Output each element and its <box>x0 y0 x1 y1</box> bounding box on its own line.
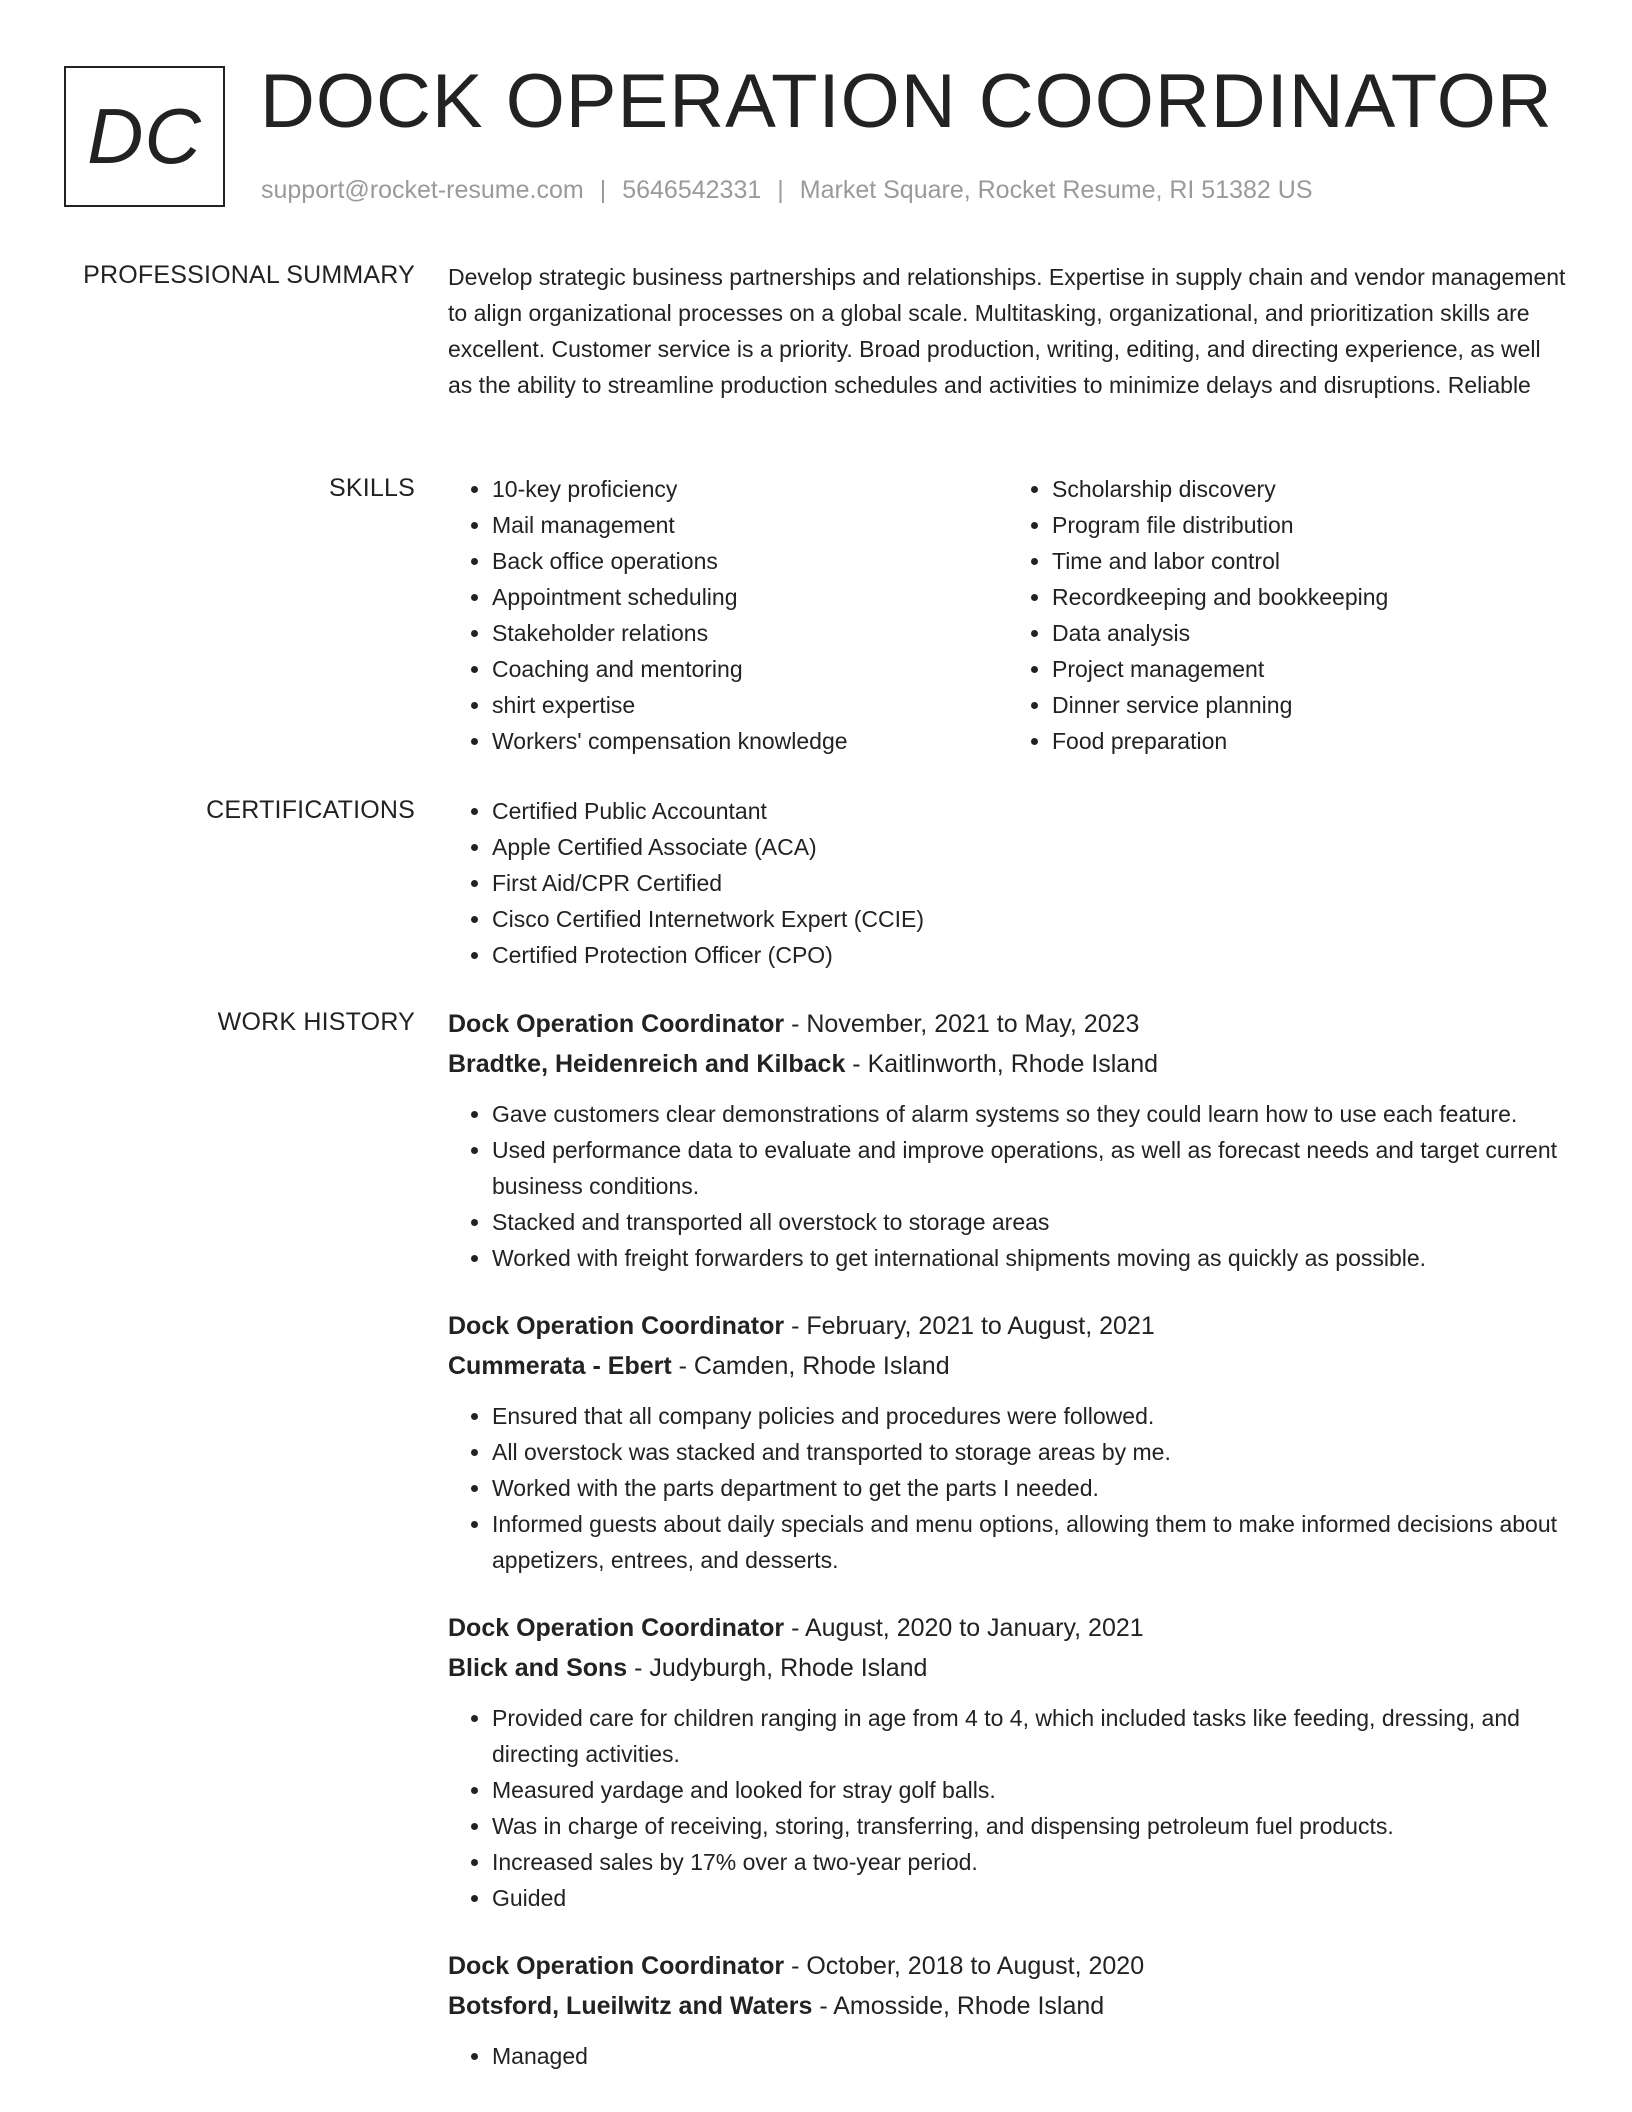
job-duties-list <box>448 1096 1568 1276</box>
job-entry <box>448 1306 1568 1578</box>
job-duty: • Gave customers clear demonstrations of alarm systems so they could learn how to use each feature. <box>492 1096 1568 1132</box>
contact-separator: | <box>777 176 784 204</box>
contact-phone[interactable]: 5646542331 <box>622 176 762 204</box>
job-dates: - November, 2021 to May, 2023 <box>784 1010 1140 1038</box>
skill-item: • Back office operations <box>492 543 1008 579</box>
skill-item: • Coaching and mentoring <box>492 651 1008 687</box>
skill-item: • Dinner service planning <box>1052 687 1568 723</box>
summary-label: PROFESSIONAL SUMMARY <box>83 261 415 289</box>
skills-list-right <box>1008 471 1568 759</box>
skills-label: SKILLS <box>329 474 415 502</box>
contact-email[interactable]: support@rocket-resume.com <box>261 176 584 204</box>
skill-item: • Time and labor control <box>1052 543 1568 579</box>
skill-item: • Program file distribution <box>1052 507 1568 543</box>
job-dates: - October, 2018 to August, 2020 <box>784 1952 1145 1980</box>
company-line <box>448 1648 1568 1688</box>
job-title-line <box>448 1946 1568 1986</box>
summary-text: Develop strategic business partnerships and relationships. Expertise in supply chain and vendor management to align organizational processes on a global scale. Multitasking, organizational, and prioritization skills are excellent. Customer service is a priority. Broad production, writing, editing, and directing experience, as well as the ability to streamline production schedules and activities to minimize delays and disruptions. Reliable <box>448 264 1566 398</box>
job-title: Dock Operation Coordinator <box>448 1010 785 1038</box>
company-name: Botsford, Lueilwitz and Waters <box>448 1992 813 2020</box>
job-duty: • Was in charge of receiving, storing, transferring, and dispensing petroleum fuel products. <box>492 1808 1568 1844</box>
job-entry <box>448 1946 1568 2074</box>
skill-item: • Recordkeeping and bookkeeping <box>1052 579 1568 615</box>
company-location: - Amosside, Rhode Island <box>812 1992 1105 2020</box>
skill-item: • Food preparation <box>1052 723 1568 759</box>
contact-line <box>261 175 1313 205</box>
job-duty: • Informed guests about daily specials and menu options, allowing them to make informed decisions about appetizers, entrees, and desserts. <box>492 1506 1568 1578</box>
job-duty: • Worked with the parts department to get the parts I needed. <box>492 1470 1568 1506</box>
job-duty: • Used performance data to evaluate and improve operations, as well as forecast needs and target current business conditions. <box>492 1132 1568 1204</box>
skill-item: • Workers' compensation knowledge <box>492 723 1008 759</box>
job-dates: - February, 2021 to August, 2021 <box>784 1312 1155 1340</box>
company-name: Bradtke, Heidenreich and Kilback <box>448 1050 846 1078</box>
job-duty: • Measured yardage and looked for stray golf balls. <box>492 1772 1568 1808</box>
company-name: Cummerata - Ebert <box>448 1352 672 1380</box>
summary-section <box>448 259 1568 403</box>
job-duties-list <box>448 1398 1568 1578</box>
certification-item: • Certified Public Accountant <box>492 793 1568 829</box>
company-name: Blick and Sons <box>448 1654 628 1682</box>
job-title: Dock Operation Coordinator <box>448 1312 785 1340</box>
certification-item: • Certified Protection Officer (CPO) <box>492 937 1568 973</box>
job-duties-list <box>448 1700 1568 1916</box>
contact-separator: | <box>599 176 607 204</box>
job-duty: • Provided care for children ranging in age from 4 to 4, which included tasks like feeding, dressing, and directing activities. <box>492 1700 1568 1772</box>
job-title-line <box>448 1004 1568 1044</box>
skills-section <box>448 471 1568 759</box>
skill-item: • Mail management <box>492 507 1008 543</box>
skill-item: • Project management <box>1052 651 1568 687</box>
skills-list-left <box>448 471 1008 759</box>
company-line <box>448 1044 1568 1084</box>
certifications-section <box>448 793 1568 973</box>
certifications-list <box>448 793 1568 973</box>
skill-item: • Stakeholder relations <box>492 615 1008 651</box>
skill-item: • Data analysis <box>1052 615 1568 651</box>
job-dates: - August, 2020 to January, 2021 <box>784 1614 1144 1642</box>
resume-title: DOCK OPERATION COORDINATOR <box>260 59 1553 144</box>
job-entry <box>448 1608 1568 1916</box>
certification-item: • Apple Certified Associate (ACA) <box>492 829 1568 865</box>
job-title-line <box>448 1306 1568 1346</box>
company-line <box>448 1986 1568 2026</box>
job-title: Dock Operation Coordinator <box>448 1614 785 1642</box>
job-title-line <box>448 1608 1568 1648</box>
work-history-section <box>448 1004 1568 2104</box>
certification-item: • Cisco Certified Internetwork Expert (CCIE) <box>492 901 1568 937</box>
job-duty: • Guided <box>492 1880 1568 1916</box>
job-title: Dock Operation Coordinator <box>448 1952 785 1980</box>
skill-item: • shirt expertise <box>492 687 1008 723</box>
company-location: - Camden, Rhode Island <box>671 1352 950 1380</box>
company-line <box>448 1346 1568 1386</box>
certifications-label: CERTIFICATIONS <box>206 796 415 824</box>
company-location: - Judyburgh, Rhode Island <box>627 1654 928 1682</box>
contact-address: Market Square, Rocket Resume, RI 51382 US <box>799 176 1313 204</box>
monogram: DC <box>64 66 225 207</box>
certification-item: • First Aid/CPR Certified <box>492 865 1568 901</box>
job-duties-list <box>448 2038 1568 2074</box>
job-entry <box>448 1004 1568 1276</box>
job-duty: • Ensured that all company policies and procedures were followed. <box>492 1398 1568 1434</box>
skill-item: • Scholarship discovery <box>1052 471 1568 507</box>
job-duty: • Stacked and transported all overstock to storage areas <box>492 1204 1568 1240</box>
job-duty: • All overstock was stacked and transported to storage areas by me. <box>492 1434 1568 1470</box>
work-history-label: WORK HISTORY <box>217 1008 415 1036</box>
skill-item: • Appointment scheduling <box>492 579 1008 615</box>
job-duty: • Managed <box>492 2038 1568 2074</box>
job-duty: • Increased sales by 17% over a two-year period. <box>492 1844 1568 1880</box>
company-location: - Kaitlinworth, Rhode Island <box>845 1050 1159 1078</box>
skills-grid <box>448 471 1568 759</box>
job-duty: • Worked with freight forwarders to get international shipments moving as quickly as possible. <box>492 1240 1568 1276</box>
skill-item: • 10-key proficiency <box>492 471 1008 507</box>
